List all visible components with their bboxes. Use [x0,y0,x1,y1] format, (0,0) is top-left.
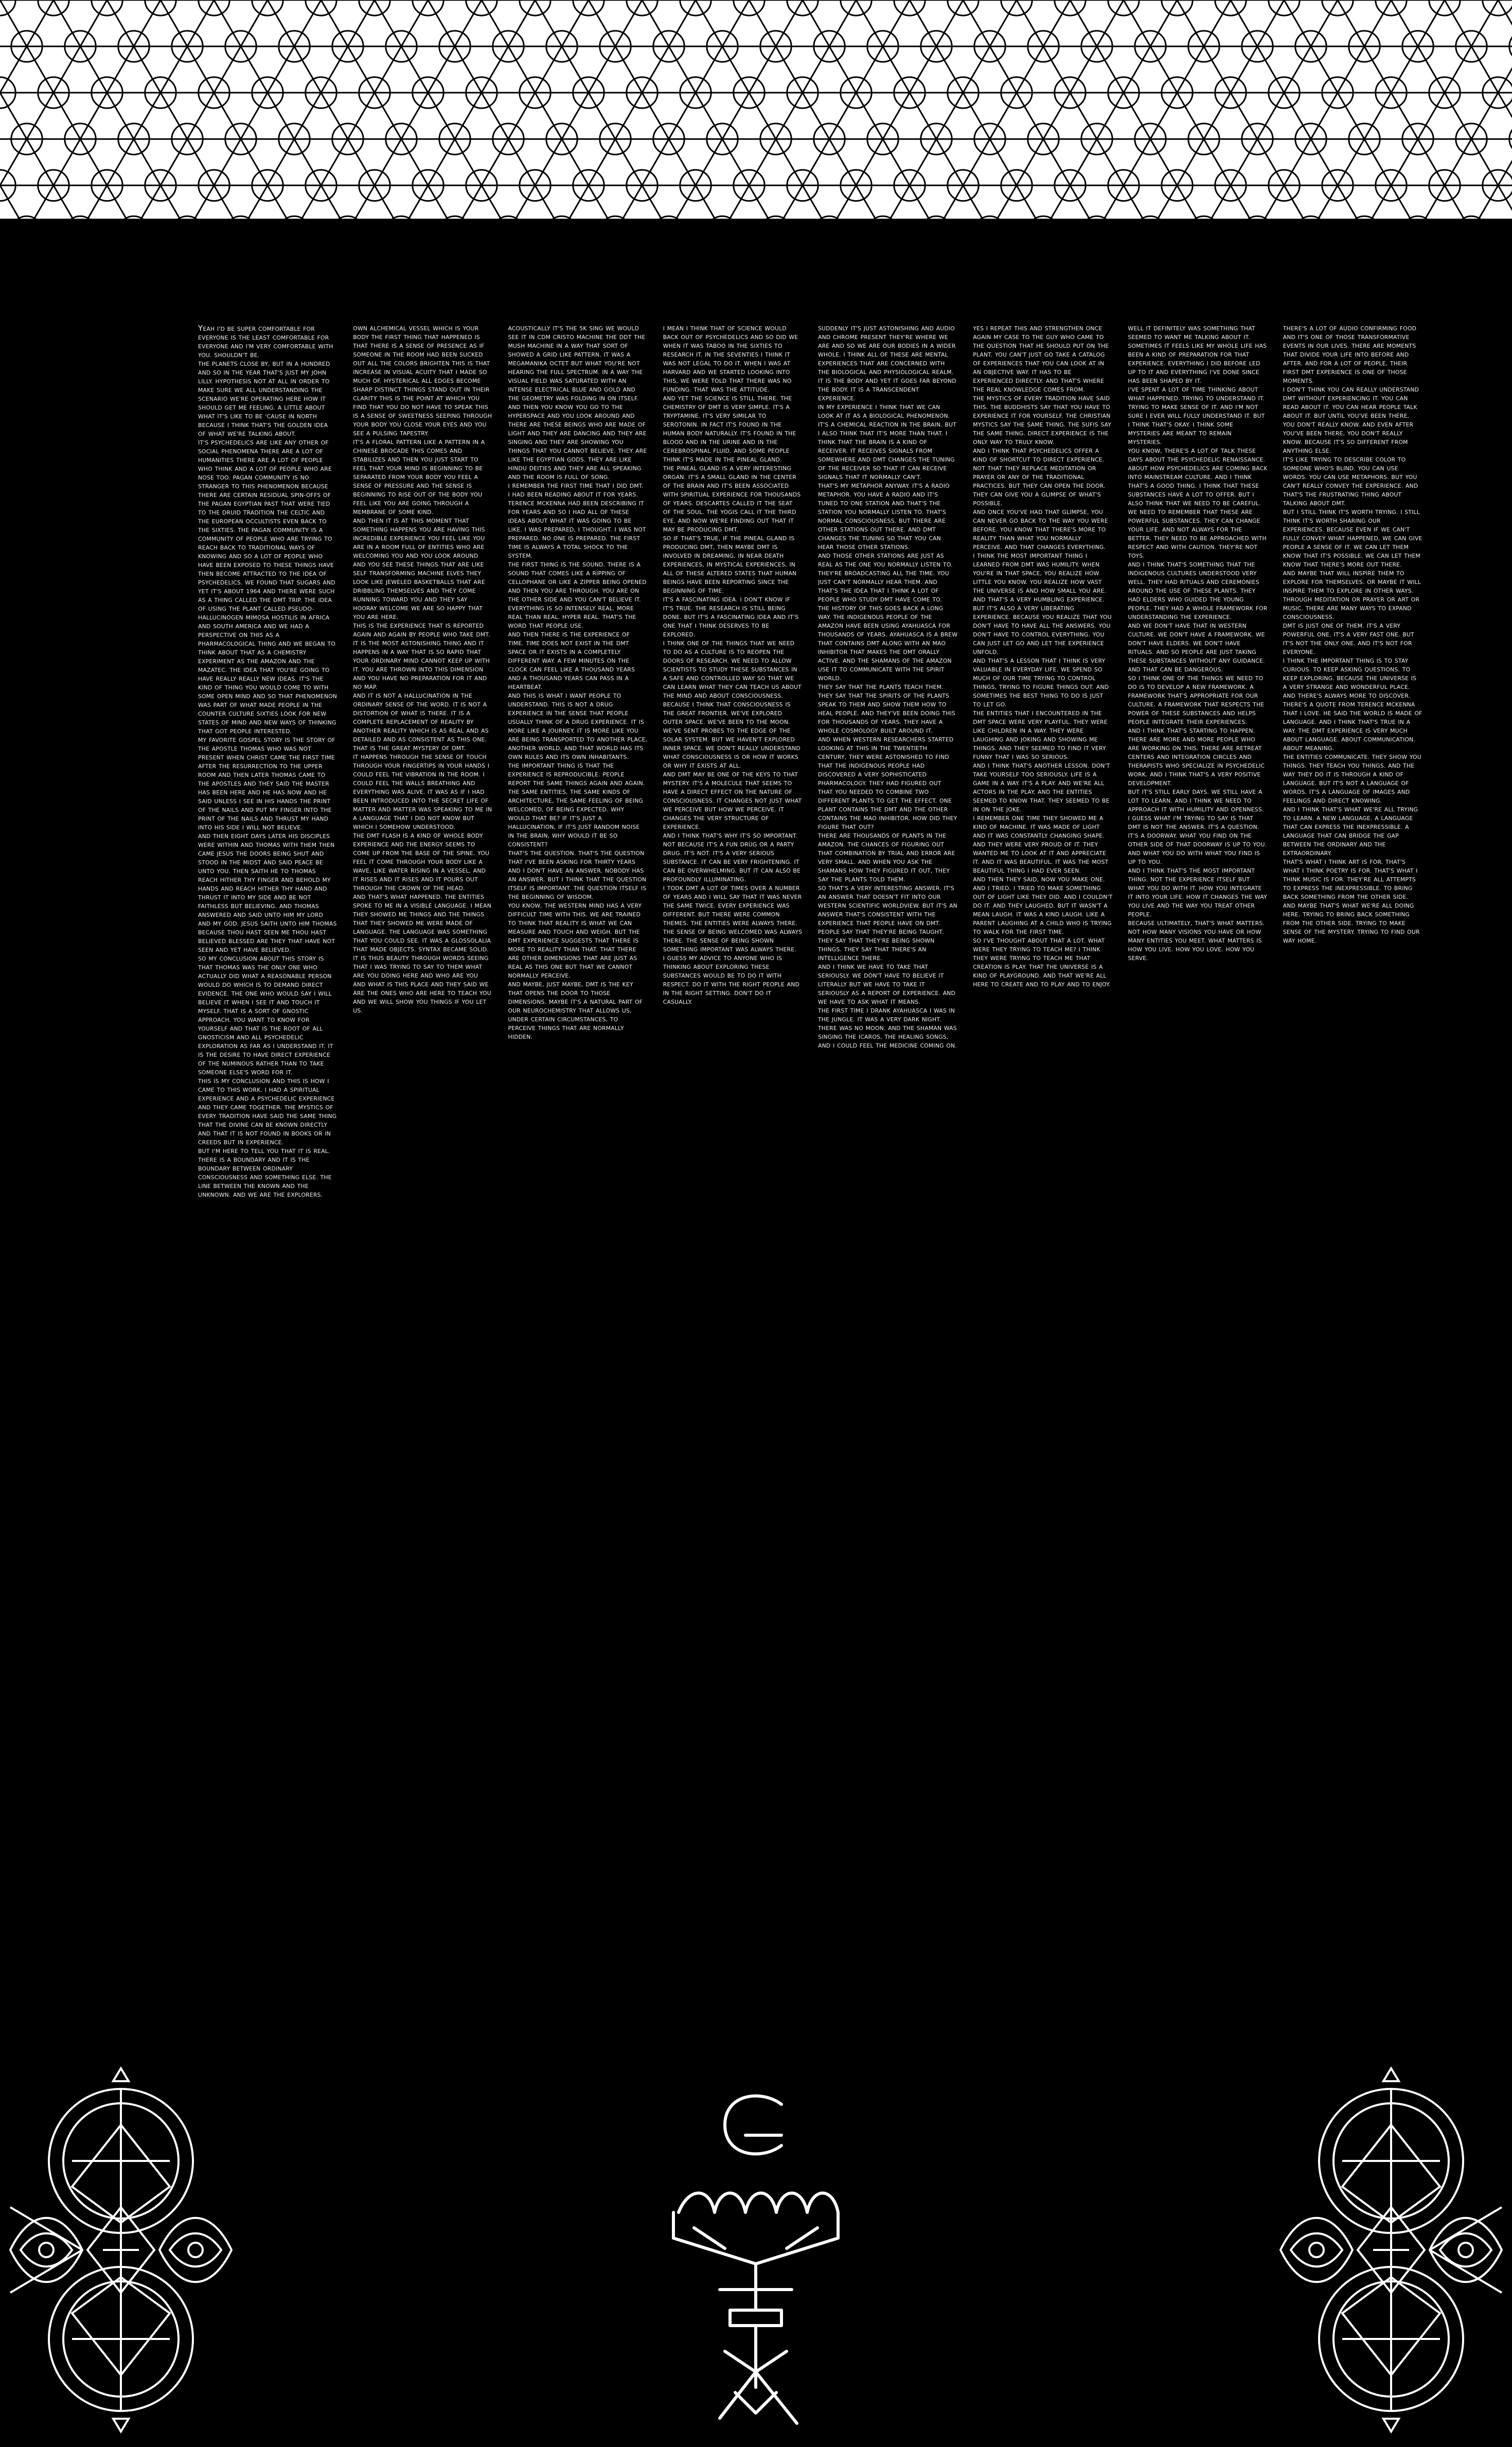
lattice-node [1376,0,1407,15]
lattice-node [1456,216,1487,219]
column-text: YES I REPEAT THIS AND STRENGTHEN ONCE AGAIN MY CASE TO THE GUY WHO CAME TO THE QUESTION THAT HE SHOULD PUT ON THE PLANT. YOU CAN'T JUST GO TAKE A CATALOG OF EXPERIENCES THAT YOU CAN LOOK AT IN AN OBJECTIVE WAY. IT HAS TO BE EXPERIENCED DIRECTLY. AND THAT'S WHERE THE REAL KNOWLEDGE COMES FROM. THE MYSTICS OF EVERY TRADITION HAVE SAID THIS. THE BUDDHISTS SAY THAT YOU HAVE TO EXPERIENCE IT FOR YOURSELF. THE CHRISTIAN MYSTICS SAY THE SAME THING. THE SUFIS SAY THE SAME THING. DIRECT EXPERIENCE IS THE ONLY WAY TO TRULY KNOW. AND I THINK THAT PSYCHEDELICS OFFER A KIND OF SHORTCUT TO DIRECT EXPERIENCE. NOT THAT THEY REPLACE MEDITATION OR PRAYER OR ANY OF THE TRADITIONAL PRACTICES. BUT THEY CAN OPEN THE DOOR. THEY CAN GIVE YOU A GLIMPSE OF WHAT'S POSSIBLE. AND ONCE YOU'VE HAD THAT GLIMPSE, YOU CAN NEVER GO BACK TO THE WAY YOU WERE BEFORE. YOU KNOW THAT THERE'S MORE TO REALITY THAN WHAT YOU NORMALLY PERCEIVE. AND THAT CHANGES EVERYTHING. I THINK THE MOST IMPORTANT THING I LEARNED FROM DMT WAS HUMILITY. WHEN YOU'RE IN THAT SPACE, YOU REALIZE HOW LITTLE YOU KNOW. YOU REALIZE HOW VAST THE UNIVERSE IS AND HOW SMALL YOU ARE. AND THAT'S A VERY HUMBLING EXPERIENCE. BUT IT'S ALSO A VERY LIBERATING EXPERIENCE. BECAUSE YOU REALIZE THAT YOU DON'T HAVE TO HAVE ALL THE ANSWERS. YOU DON'T HAVE TO CONTROL EVERYTHING. YOU CAN JUST LET GO AND LET THE EXPERIENCE UNFOLD. AND THAT'S A LESSON THAT I THINK IS VERY VALUABLE IN EVERYDAY LIFE. WE SPEND SO MUCH OF OUR TIME TRYING TO CONTROL THINGS, TRYING TO FIGURE THINGS OUT. AND SOMETIMES THE BEST THING TO DO IS JUST TO LET GO. THE ENTITIES THAT I ENCOUNTERED IN THE DMT SPACE WERE VERY PLAYFUL. THEY WERE LIKE CHILDREN IN A WAY. THEY WERE LAUGHING AND JOKING AND SHOWING ME THINGS. AND THEY SEEMED TO FIND IT VERY FUNNY THAT I WAS SO SERIOUS. AND I THINK THAT'S ANOTHER LESSON. DON'T TAKE YOURSELF TOO SERIOUSLY. LIFE IS A GAME IN A WAY. IT'S A PLAY. AND WE'RE ALL ACTORS IN THE PLAY. AND THE ENTITIES SEEMED TO KNOW THAT. THEY SEEMED TO BE IN ON THE JOKE. I REMEMBER ONE TIME THEY SHOWED ME A KIND OF MACHINE. IT WAS MADE OF LIGHT AND IT WAS CONSTANTLY CHANGING SHAPE. AND THEY WERE VERY PROUD OF IT. THEY WANTED ME TO LOOK AT IT AND APPRECIATE IT. AND IT WAS BEAUTIFUL. IT WAS THE MOST BEAUTIFUL THING I HAD EVER SEEN. AND THEN THEY SAID, NOW YOU MAKE ONE. AND I TRIED. I TRIED TO MAKE SOMETHING OUT OF LIGHT LIKE THEY DID. AND I COULDN'T DO IT. AND THEY LAUGHED. BUT IT WASN'T A MEAN LAUGH. IT WAS A KIND LAUGH. LIKE A PARENT LAUGHING AT A CHILD WHO IS TRYING TO WALK FOR THE FIRST TIME. SO I'VE THOUGHT ABOUT THAT A LOT. WHAT WERE THEY TRYING TO TEACH ME? I THINK THEY WERE TRYING TO TEACH ME THAT CREATION IS PLAY. THAT THE UNIVERSE IS A KIND OF PLAYGROUND. AND THAT WE'RE ALL HERE TO CREATE AND TO PLAY AND TO ENJOY. [973,325,1113,988]
lattice-node [921,216,952,219]
winged-sigil-right-icon [1270,2053,1512,2447]
lattice-node [1055,0,1086,15]
lattice-node [252,0,283,15]
glyph-sigil-center-icon [643,2084,869,2439]
lattice-node [1188,216,1219,219]
lattice-node [413,0,443,15]
lattice-node [1295,216,1326,219]
lattice-node [1001,0,1032,15]
column-text: SUDDENLY IT'S JUST ASTONISHING AND AUDIO AND CHROME PRESENT THEY'RE WHERE WE ARE AND SO WE ARE OUR BODIES IN A WIDER WHOLE. I THINK ALL OF THESE ARE MENTAL EXPERIENCES THAT ARE CONCERNED WITH THE BIOLOGICAL AND PHYSIOLOGICAL REALM. IT IS THE BODY AND YET IT GOES FAR BEYOND THE BODY. IT IS A TRANSCENDENT EXPERIENCE. IN MY EXPERIENCE I THINK THAT WE CAN LOOK AT IT AS A BIOLOGICAL PHENOMENON. IT'S A CHEMICAL REACTION IN THE BRAIN. BUT I ALSO THINK THAT IT'S MORE THAN THAT. I THINK THAT THE BRAIN IS A KIND OF RECEIVER. IT RECEIVES SIGNALS FROM SOMEWHERE AND DMT CHANGES THE TUNING OF THE RECEIVER SO THAT IT CAN RECEIVE SIGNALS THAT IT NORMALLY CAN'T. THAT'S MY METAPHOR ANYWAY. IT'S A RADIO METAPHOR. YOU HAVE A RADIO AND IT'S TUNED TO ONE STATION AND THAT'S THE STATION YOU NORMALLY LISTEN TO. THAT'S NORMAL CONSCIOUSNESS. BUT THERE ARE OTHER STATIONS OUT THERE. AND DMT CHANGES THE TUNING SO THAT YOU CAN HEAR THOSE OTHER STATIONS. AND THOSE OTHER STATIONS ARE JUST AS REAL AS THE ONE YOU NORMALLY LISTEN TO. THEY'RE BROADCASTING ALL THE TIME. YOU JUST CAN'T NORMALLY HEAR THEM. AND THAT'S THE IDEA THAT I THINK A LOT OF PEOPLE WHO STUDY DMT HAVE COME TO. THE HISTORY OF THIS GOES BACK A LONG WAY. THE INDIGENOUS PEOPLE OF THE AMAZON HAVE BEEN USING AYAHUASCA FOR THOUSANDS OF YEARS. AYAHUASCA IS A BREW THAT CONTAINS DMT ALONG WITH AN MAO INHIBITOR THAT MAKES THE DMT ORALLY ACTIVE. AND THE SHAMANS OF THE AMAZON USE IT TO COMMUNICATE WITH THE SPIRIT WORLD. THEY SAY THAT THE PLANTS TEACH THEM. THEY SAY THAT THE SPIRITS OF THE PLANTS SPEAK TO THEM AND SHOW THEM HOW TO HEAL PEOPLE. AND THEY'VE BEEN DOING THIS FOR THOUSANDS OF YEARS. THEY HAVE A WHOLE COSMOLOGY BUILT AROUND IT. AND WHEN WESTERN RESEARCHERS STARTED LOOKING AT THIS IN THE TWENTIETH CENTURY, THEY WERE ASTONISHED TO FIND THAT THE INDIGENOUS PEOPLE HAD DISCOVERED A VERY SOPHISTICATED PHARMACOLOGY. THEY HAD FIGURED OUT THAT YOU NEEDED TO COMBINE TWO DIFFERENT PLANTS TO GET THE EFFECT. ONE PLANT CONTAINS THE DMT AND THE OTHER CONTAINS THE MAO INHIBITOR. HOW DID THEY FIGURE THAT OUT? THERE ARE THOUSANDS OF PLANTS IN THE AMAZON. THE CHANCES OF FIGURING OUT THAT COMBINATION BY TRIAL AND ERROR ARE VERY SMALL. AND WHEN YOU ASK THE SHAMANS HOW THEY FIGURED IT OUT, THEY SAY THE PLANTS TOLD THEM. SO THAT'S A VERY INTERESTING ANSWER. IT'S AN ANSWER THAT DOESN'T FIT INTO OUR WESTERN SCIENTIFIC WORLDVIEW. BUT IT'S AN ANSWER THAT'S CONSISTENT WITH THE EXPERIENCE THAT PEOPLE HAVE ON DMT. PEOPLE SAY THAT THEY'RE BEING TAUGHT. THEY SAY THAT THEY'RE BEING SHOWN THINGS. THEY SAY THAT THERE'S AN INTELLIGENCE THERE. AND I THINK WE HAVE TO TAKE THAT SERIOUSLY. WE DON'T HAVE TO BELIEVE IT LITERALLY BUT WE HAVE TO TAKE IT SERIOUSLY AS A REPORT OF EXPERIENCE. AND WE HAVE TO ASK WHAT IT MEANS. THE FIRST TIME I DRANK AYAHUASCA I WAS IN THE JUNGLE. IT WAS A VERY DARK NIGHT. THERE WAS NO MOON. AND THE SHAMAN WAS SINGING THE ICAROS, THE HEALING SONGS, AND I COULD FEEL THE MEDICINE COMING ON. [818,325,958,1049]
text-column-8 [1283,324,1422,2019]
lattice-node [466,0,497,15]
lattice-node [306,0,336,15]
lattice-node [867,216,898,219]
lattice-node [1081,216,1112,219]
text-column-5 [818,324,957,2019]
triangle-lattice-pattern [0,0,1512,219]
lattice-node [600,216,631,219]
lattice-node [493,216,524,219]
lattice-path [0,0,1512,219]
lattice-node [760,216,791,219]
lattice-node [92,0,122,15]
lattice-node [734,0,764,15]
lattice-node [1162,0,1193,15]
lattice-node [653,216,684,219]
lattice-node [332,216,363,219]
text-column-6 [973,324,1112,2019]
lattice-node [573,0,604,15]
column-text: WELL IT DEFINITELY WAS SOMETHING THAT SEEMED TO WANT ME TALKING ABOUT IT. SOMETIMES IT FEELS LIKE MY WHOLE LIFE HAS BEEN A KIND OF PREPARATION FOR THAT EXPERIENCE. EVERYTHING I DID BEFORE LED UP TO IT AND EVERYTHING I'VE DONE SINCE HAS BEEN SHAPED BY IT. I'VE SPENT A LOT OF TIME THINKING ABOUT WHAT HAPPENED. TRYING TO UNDERSTAND IT. TRYING TO MAKE SENSE OF IT. AND I'M NOT SURE I EVER WILL FULLY UNDERSTAND IT. BUT I THINK THAT'S OKAY. I THINK SOME MYSTERIES ARE MEANT TO REMAIN MYSTERIES. YOU KNOW, THERE'S A LOT OF TALK THESE DAYS ABOUT THE PSYCHEDELIC RENAISSANCE. ABOUT HOW PSYCHEDELICS ARE COMING BACK INTO MAINSTREAM CULTURE. AND I THINK THAT'S A GOOD THING. I THINK THAT THESE SUBSTANCES HAVE A LOT TO OFFER. BUT I ALSO THINK THAT WE NEED TO BE CAREFUL. WE NEED TO REMEMBER THAT THESE ARE POWERFUL SUBSTANCES. THEY CAN CHANGE YOUR LIFE. AND NOT ALWAYS FOR THE BETTER. THEY NEED TO BE APPROACHED WITH RESPECT AND WITH CAUTION. THEY'RE NOT TOYS. AND I THINK THAT'S SOMETHING THAT THE INDIGENOUS CULTURES UNDERSTOOD VERY WELL. THEY HAD RITUALS AND CEREMONIES AROUND THE USE OF THESE PLANTS. THEY HAD ELDERS WHO GUIDED THE YOUNG PEOPLE. THEY HAD A WHOLE FRAMEWORK FOR UNDERSTANDING THE EXPERIENCE. AND WE DON'T HAVE THAT IN WESTERN CULTURE. WE DON'T HAVE A FRAMEWORK. WE DON'T HAVE ELDERS. WE DON'T HAVE RITUALS. AND SO PEOPLE ARE JUST TAKING THESE SUBSTANCES WITHOUT ANY GUIDANCE. AND THAT CAN BE DANGEROUS. SO I THINK ONE OF THE THINGS WE NEED TO DO IS TO DEVELOP A NEW FRAMEWORK. A FRAMEWORK THAT'S APPROPRIATE FOR OUR CULTURE. A FRAMEWORK THAT RESPECTS THE POWER OF THESE SUBSTANCES AND HELPS PEOPLE INTEGRATE THEIR EXPERIENCES. AND I THINK THAT'S STARTING TO HAPPEN. THERE ARE MORE AND MORE PEOPLE WHO ARE WORKING ON THIS. THERE ARE RETREAT CENTERS AND INTEGRATION CIRCLES AND THERAPISTS WHO SPECIALIZE IN PSYCHEDELIC WORK. AND I THINK THAT'S A VERY POSITIVE DEVELOPMENT. BUT IT'S STILL EARLY DAYS. WE STILL HAVE A LOT TO LEARN. AND I THINK WE NEED TO APPROACH IT WITH HUMILITY AND OPENNESS. I GUESS WHAT I'M TRYING TO SAY IS THAT DMT IS NOT THE ANSWER. IT'S A QUESTION. IT'S A DOORWAY. WHAT YOU FIND ON THE OTHER SIDE OF THAT DOORWAY IS UP TO YOU. AND WHAT YOU DO WITH WHAT YOU FIND IS UP TO YOU. AND I THINK THAT'S THE MOST IMPORTANT THING. NOT THE EXPERIENCE ITSELF BUT WHAT YOU DO WITH IT. HOW YOU INTEGRATE IT INTO YOUR LIFE. HOW IT CHANGES THE WAY YOU LIVE AND THE WAY YOU TREAT OTHER PEOPLE. BECAUSE ULTIMATELY, THAT'S WHAT MATTERS. NOT HOW MANY VISIONS YOU HAVE OR HOW MANY ENTITIES YOU MEET. WHAT MATTERS IS HOW YOU LIVE. HOW YOU LOVE. HOW YOU SERVE. [1128,325,1268,962]
lattice-node [546,216,577,219]
lattice-node [1429,0,1460,15]
column-text: THERE'S A LOT OF AUDIO CONFIRMING FOOD AND IT'S ONE OF THOSE TRANSFORMATIVE EVENTS IN OUR LIVES. THERE ARE MOMENTS THAT DIVIDE YOUR LIFE INTO BEFORE AND AFTER. AND FOR A LOT OF PEOPLE, THEIR FIRST DMT EXPERIENCE IS ONE OF THOSE MOMENTS. I DON'T THINK YOU CAN REALLY UNDERSTAND DMT WITHOUT EXPERIENCING IT. YOU CAN READ ABOUT IT. YOU CAN HEAR PEOPLE TALK ABOUT IT. BUT UNTIL YOU'VE BEEN THERE, YOU DON'T REALLY KNOW. AND EVEN AFTER YOU'VE BEEN THERE, YOU DON'T REALLY KNOW. BECAUSE IT'S SO DIFFERENT FROM ANYTHING ELSE. IT'S LIKE TRYING TO DESCRIBE COLOR TO SOMEONE WHO'S BLIND. YOU CAN USE WORDS. YOU CAN USE METAPHORS. BUT YOU CAN'T REALLY CONVEY THE EXPERIENCE. AND THAT'S THE FRUSTRATING THING ABOUT TALKING ABOUT DMT. BUT I STILL THINK IT'S WORTH TRYING. I STILL THINK IT'S WORTH SHARING OUR EXPERIENCES. BECAUSE EVEN IF WE CAN'T FULLY CONVEY WHAT HAPPENED, WE CAN GIVE PEOPLE A SENSE OF IT. WE CAN LET THEM KNOW THAT IT'S POSSIBLE. WE CAN LET THEM KNOW THAT THERE'S MORE OUT THERE. AND MAYBE THAT WILL INSPIRE THEM TO EXPLORE FOR THEMSELVES. OR MAYBE IT WILL INSPIRE THEM TO EXPLORE IN OTHER WAYS. THROUGH MEDITATION OR PRAYER OR ART OR MUSIC. THERE ARE MANY WAYS TO EXPAND CONSCIOUSNESS. DMT IS JUST ONE OF THEM. IT'S A VERY POWERFUL ONE. IT'S A VERY FAST ONE. BUT IT'S NOT THE ONLY ONE. AND IT'S NOT FOR EVERYONE. I THINK THE IMPORTANT THING IS TO STAY CURIOUS. TO KEEP ASKING QUESTIONS. TO KEEP EXPLORING. BECAUSE THE UNIVERSE IS A VERY STRANGE AND WONDERFUL PLACE. AND THERE'S ALWAYS MORE TO DISCOVER. THERE'S A QUOTE FROM TERENCE MCKENNA THAT I LOVE. HE SAID THE WORLD IS MADE OF LANGUAGE. AND I THINK THAT'S TRUE IN A WAY. THE DMT EXPERIENCE IS VERY MUCH ABOUT LANGUAGE. ABOUT COMMUNICATION. ABOUT MEANING. THE ENTITIES COMMUNICATE. THEY SHOW YOU THINGS. THEY TEACH YOU THINGS. AND THE WAY THEY DO IT IS THROUGH A KIND OF LANGUAGE. BUT IT'S NOT A LANGUAGE OF WORDS. IT'S A LANGUAGE OF IMAGES AND FEELINGS AND DIRECT KNOWING. AND I THINK THAT'S WHAT WE'RE ALL TRYING TO LEARN. A NEW LANGUAGE. A LANGUAGE THAT CAN EXPRESS THE INEXPRESSIBLE. A LANGUAGE THAT CAN BRIDGE THE GAP BETWEEN THE ORDINARY AND THE EXTRAORDINARY. THAT'S WHAT I THINK ART IS FOR. THAT'S WHAT I THINK POETRY IS FOR. THAT'S WHAT I THINK MUSIC IS FOR. THEY'RE ALL ATTEMPTS TO EXPRESS THE INEXPRESSIBLE. TO BRING BACK SOMETHING FROM THE OTHER SIDE. AND MAYBE THAT'S WHAT WE'RE ALL DOING HERE. TRYING TO BRING BACK SOMETHING FROM THE OTHER SIDE. TRYING TO MAKE SENSE OF THE MYSTERY. TRYING TO FIND OUR WAY HOME. [1283,325,1422,944]
lattice-node [65,216,96,219]
text-column-7 [1128,324,1268,2019]
lattice-node [1322,0,1353,15]
winged-sigil-left-icon [0,2053,242,2447]
column-text: I MEAN I THINK THAT OF SCIENCE WOULD BACK OUT OF PSYCHEDELICS AND SO DID WE WHEN IT WAS TABOO IN THE SIXTIES TO RESEARCH IT. IN THE SEVENTIES I THINK IT WAS NOT LEGAL TO DO IT. WHEN I WAS AT HARVARD AND WE STARTED LOOKING INTO THIS, WE WERE TOLD THAT THERE WAS NO FUNDING. THAT WAS THE ATTITUDE. AND YET THE SCIENCE IS STILL THERE. THE CHEMISTRY OF DMT IS VERY SIMPLE. IT'S A TRYPTAMINE. IT'S VERY SIMILAR TO SEROTONIN. IN FACT IT'S FOUND IN THE HUMAN BODY NATURALLY. IT'S FOUND IN THE BLOOD AND IN THE URINE AND IN THE CEREBROSPINAL FLUID. AND SOME PEOPLE THINK IT'S MADE IN THE PINEAL GLAND. THE PINEAL GLAND IS A VERY INTERESTING ORGAN. IT'S A SMALL GLAND IN THE CENTER OF THE BRAIN AND IT'S BEEN ASSOCIATED WITH SPIRITUAL EXPERIENCE FOR THOUSANDS OF YEARS. DESCARTES CALLED IT THE SEAT OF THE SOUL. THE YOGIS CALL IT THE THIRD EYE. AND NOW WE'RE FINDING OUT THAT IT MAY BE PRODUCING DMT. SO IF THAT'S TRUE, IF THE PINEAL GLAND IS PRODUCING DMT, THEN MAYBE DMT IS INVOLVED IN DREAMING, IN NEAR DEATH EXPERIENCES, IN MYSTICAL EXPERIENCES, IN ALL OF THESE ALTERED STATES THAT HUMAN BEINGS HAVE BEEN REPORTING SINCE THE BEGINNING OF TIME. IT'S A FASCINATING IDEA. I DON'T KNOW IF IT'S TRUE. THE RESEARCH IS STILL BEING DONE. BUT IT'S A FASCINATING IDEA AND IT'S ONE THAT I THINK DESERVES TO BE EXPLORED. I THINK ONE OF THE THINGS THAT WE NEED TO DO AS A CULTURE IS TO REOPEN THE DOORS OF RESEARCH. WE NEED TO ALLOW SCIENTISTS TO STUDY THESE SUBSTANCES IN A SAFE AND CONTROLLED WAY SO THAT WE CAN LEARN WHAT THEY CAN TEACH US ABOUT THE MIND AND ABOUT CONSCIOUSNESS. BECAUSE I THINK THAT CONSCIOUSNESS IS THE GREAT FRONTIER. WE'VE EXPLORED OUTER SPACE. WE'VE BEEN TO THE MOON. WE'VE SENT PROBES TO THE EDGE OF THE SOLAR SYSTEM. BUT WE HAVEN'T EXPLORED INNER SPACE. WE DON'T REALLY UNDERSTAND WHAT CONSCIOUSNESS IS OR HOW IT WORKS OR WHY IT EXISTS AT ALL. AND DMT MAY BE ONE OF THE KEYS TO THAT MYSTERY. IT'S A MOLECULE THAT SEEMS TO HAVE A DIRECT EFFECT ON THE NATURE OF CONSCIOUSNESS. IT CHANGES NOT JUST WHAT WE PERCEIVE BUT HOW WE PERCEIVE. IT CHANGES THE VERY STRUCTURE OF EXPERIENCE. AND I THINK THAT'S WHY IT'S SO IMPORTANT. NOT BECAUSE IT'S A FUN DRUG OR A PARTY DRUG. IT'S NOT. IT'S A VERY SERIOUS SUBSTANCE. IT CAN BE VERY FRIGHTENING. IT CAN BE OVERWHELMING. BUT IT CAN ALSO BE PROFOUNDLY ILLUMINATING. I TOOK DMT A LOT OF TIMES OVER A NUMBER OF YEARS AND I WILL SAY THAT IT WAS NEVER THE SAME TWICE. EVERY EXPERIENCE WAS DIFFERENT. BUT THERE WERE COMMON THEMES. THE ENTITIES WERE ALWAYS THERE. THE SENSE OF BEING WELCOMED WAS ALWAYS THERE. THE SENSE OF BEING SHOWN SOMETHING IMPORTANT WAS ALWAYS THERE. I GUESS MY ADVICE TO ANYONE WHO IS THINKING ABOUT EXPLORING THESE SUBSTANCES WOULD BE TO DO IT WITH RESPECT. DO IT WITH THE RIGHT PEOPLE AND IN THE RIGHT SETTING. DON'T DO IT CASUALLY. [663,325,803,1005]
lattice-node [386,216,417,219]
column-text: ACOUSTICALLY IT'S THE 5K SING WE WOULD SEE IT IN CDM CRISTO MACHINE THE DDT THE MUSH MACHINE IN A WAY THAT SORT OF SHOWED A GRID LIKE PATTERN. IT WAS A MEGAMANIKA OCTET BUT WHAT YOU'RE NOT HEARING THE FULL SPECTRUM. IN A WAY THE VISUAL FIELD WAS SATURATED WITH AN INTENSE ELECTRICAL BLUE AND GOLD AND THE GEOMETRY WAS FOLDING IN ON ITSELF. AND THEN YOU KNOW YOU GO TO THE HYPERSPACE AND YOU LOOK AROUND AND THERE ARE THESE BEINGS WHO ARE MADE OF LIGHT AND THEY ARE DANCING AND THEY ARE SINGING AND THEY ARE SHOWING YOU THINGS THAT YOU CANNOT BELIEVE. THEY ARE LIKE THE EGYPTIAN GODS. THEY ARE LIKE HINDU DEITIES AND THEY ARE ALL SPEAKING AND THE ROOM IS FULL OF SONG. I REMEMBER THE FIRST TIME THAT I DID DMT. I HAD BEEN READING ABOUT IT FOR YEARS. TERENCE MCKENNA HAD BEEN DESCRIBING IT FOR YEARS AND SO I HAD ALL OF THESE IDEAS ABOUT WHAT IT WAS GOING TO BE LIKE. I WAS PREPARED, I THOUGHT. I WAS NOT PREPARED. NO ONE IS PREPARED. THE FIRST TIME IS ALWAYS A TOTAL SHOCK TO THE SYSTEM. THE FIRST THING IS THE SOUND. THERE IS A SOUND THAT COMES LIKE A RIPPING OF CELLOPHANE OR LIKE A ZIPPER BEING OPENED AND THEN YOU ARE THROUGH. YOU ARE ON THE OTHER SIDE AND YOU CAN'T BELIEVE IT. EVERYTHING IS SO INTENSELY REAL. MORE REAL THAN REAL. HYPER REAL. THAT'S THE WORD THAT PEOPLE USE. AND THEN THERE IS THE EXPERIENCE OF TIME. TIME DOES NOT EXIST IN THE DMT SPACE OR IT EXISTS IN A COMPLETELY DIFFERENT WAY. A FEW MINUTES ON THE CLOCK CAN FEEL LIKE A THOUSAND YEARS AND A THOUSAND YEARS CAN PASS IN A HEARTBEAT. AND THIS IS WHAT I WANT PEOPLE TO UNDERSTAND. THIS IS NOT A DRUG EXPERIENCE IN THE SENSE THAT PEOPLE USUALLY THINK OF A DRUG EXPERIENCE. IT IS MORE LIKE A JOURNEY. IT IS MORE LIKE YOU ARE BEING TRANSPORTED TO ANOTHER PLACE, ANOTHER WORLD, AND THAT WORLD HAS ITS OWN RULES AND ITS OWN INHABITANTS. THE IMPORTANT THING IS THAT THE EXPERIENCE IS REPRODUCIBLE. PEOPLE REPORT THE SAME THINGS AGAIN AND AGAIN. THE SAME ENTITIES, THE SAME KINDS OF ARCHITECTURE, THE SAME FEELING OF BEING WELCOMED, OF BEING EXPECTED. WHY WOULD THAT BE? IF IT'S JUST A HALLUCINATION, IF IT'S JUST RANDOM NOISE IN THE BRAIN, WHY WOULD IT BE SO CONSISTENT? THAT'S THE QUESTION. THAT'S THE QUESTION THAT I'VE BEEN ASKING FOR THIRTY YEARS AND I DON'T HAVE AN ANSWER. NOBODY HAS AN ANSWER. BUT I THINK THAT THE QUESTION ITSELF IS IMPORTANT. THE QUESTION ITSELF IS THE BEGINNING OF WISDOM. YOU KNOW, THE WESTERN MIND HAS A VERY DIFFICULT TIME WITH THIS. WE ARE TRAINED TO THINK THAT REALITY IS WHAT WE CAN MEASURE AND TOUCH AND WEIGH. BUT THE DMT EXPERIENCE SUGGESTS THAT THERE IS MORE TO REALITY THAN THAT. THAT THERE ARE OTHER DIMENSIONS THAT ARE JUST AS REAL AS THIS ONE BUT THAT WE CANNOT NORMALLY PERCEIVE. AND MAYBE, JUST MAYBE, DMT IS THE KEY THAT OPENS THE DOOR TO THOSE DIMENSIONS. MAYBE IT'S A NATURAL PART OF OUR NEUROCHEMISTRY THAT ALLOWS US, UNDER CERTAIN CIRCUMSTANCES, TO PERCEIVE THINGS THAT ARE NORMALLY HIDDEN. [508,325,648,1040]
lattice-node [787,0,818,15]
lattice-node [172,216,203,219]
lattice-node [1215,0,1246,15]
lattice-node [225,216,256,219]
text-column-1 [198,324,337,2019]
text-column-4 [663,324,803,2019]
article-body [198,324,1422,2019]
lattice-node [841,0,871,15]
lattice-node [279,216,310,219]
text-column-2 [353,324,492,2019]
lattice-node [680,0,711,15]
lattice-node [38,0,69,15]
lattice-node [199,0,229,15]
column-text: OWN ALCHEMICAL VESSEL WHICH IS YOUR BODY THE FIRST THING THAT HAPPENED IS THAT THERE IS A SENSE OF PRESENCE AS IF SOMEONE IN THE ROOM HAD BEEN SUCKED OUT ALL THE COLORS BRIGHTEN THIS IS THAT INCREASE IN VISUAL ACUITY THAT I MADE SO MUCH OF. HYSTERICAL ALL EDGES BECOME SHARP DISTINCT THINGS STAND OUT IN THEIR CLARITY THIS IS THE POINT AT WHICH YOU FIND THAT YOU DO NOT HAVE TO SPEAK THIS IS A SENSE OF SWEETNESS SEEPING THROUGH YOUR BODY YOU CLOSE YOUR EYES AND YOU SEE A PULSING TAPESTRY. IT'S A FLORAL PATTERN LIKE A PATTERN IN A CHINESE BROCADE THIS COMES AND STABILIZES AND THEN YOU JUST START TO FEEL THAT YOUR MIND IS BEGINNING TO BE SEPARATED FROM YOUR BODY YOU FEEL A SENSE OF PRESSURE AND THE SENSE IS BEGINNING TO RISE OUT OF THE BODY YOU FEEL LIKE YOU ARE GOING THROUGH A MEMBRANE OF SOME KIND. AND THEN IT IS AT THIS MOMENT THAT SOMETHING HAPPENS YOU ARE HAVING THIS INCREDIBLE EXPERIENCE YOU FEEL LIKE YOU ARE IN A ROOM FULL OF ENTITIES WHO ARE WELCOMING YOU AND YOU LOOK AROUND AND YOU SEE THESE THINGS THAT ARE LIKE SELF TRANSFORMING MACHINE ELVES THEY LOOK LIKE JEWELED BASKETBALLS THAT ARE DRIBBLING THEMSELVES AND THEY COME RUNNING TOWARD YOU AND THEY SAY HOORAY WELCOME WE ARE SO HAPPY THAT YOU ARE HERE. THIS IS THE EXPERIENCE THAT IS REPORTED AGAIN AND AGAIN BY PEOPLE WHO TAKE DMT. IT IS THE MOST ASTONISHING THING AND IT HAPPENS IN A WAY THAT IS SO RAPID THAT YOUR ORDINARY MIND CANNOT KEEP UP WITH IT. YOU ARE THROWN INTO THIS DIMENSION AND YOU HAVE NO PREPARATION FOR IT AND NO MAP. AND IT IS NOT A HALLUCINATION IN THE ORDINARY SENSE OF THE WORD. IT IS NOT A DISTORTION OF WHAT IS THERE. IT IS A COMPLETE REPLACEMENT OF REALITY BY ANOTHER REALITY WHICH IS AS REAL AND AS DETAILED AND AS CONSISTENT AS THIS ONE. THAT IS THE GREAT MYSTERY OF DMT. IT HAPPENS THROUGH THE SENSE OF TOUCH THROUGH YOUR FINGERTIPS IN YOUR HANDS I COULD FEEL THE VIBRATION IN THE ROOM. I COULD FEEL THE WALLS BREATHING AND EVERYTHING WAS ALIVE. IT WAS AS IF I HAD BEEN INTRODUCED INTO THE SECRET LIFE OF MATTER AND MATTER WAS SPEAKING TO ME IN A LANGUAGE THAT I DID NOT KNOW BUT WHICH I SOMEHOW UNDERSTOOD. THE DMT FLASH IS A KIND OF WHOLE BODY EXPERIENCE AND THE ENERGY SEEMS TO COME UP FROM THE BASE OF THE SPINE. YOU FEEL IT COME THROUGH YOUR BODY LIKE A WAVE, LIKE WATER RISING IN A VESSEL, AND IT RISES AND IT RISES AND IT POURS OUT THROUGH THE CROWN OF THE HEAD. AND THAT'S WHAT HAPPENED. THE ENTITIES SPOKE TO ME IN A VISIBLE LANGUAGE. I MEAN THEY SHOWED ME THINGS AND THE THINGS THAT THEY SHOWED ME WERE MADE OF LANGUAGE. THE LANGUAGE WAS SOMETHING THAT YOU COULD SEE. IT WAS A GLOSSOLALIA THAT MADE OBJECTS. SYNTAX BECAME SOLID. IT IS THUS BEAUTY THROUGH WORDS SEEING THAT I WAS TRYING TO SAY TO THEM WHAT ARE YOU DOING HERE AND WHO ARE YOU AND WHAT IS THIS PLACE AND THEY SAID WE ARE THE ONES WHO ARE HERE TO TEACH YOU AND WE WILL SHOW YOU THINGS IF YOU LET US. [353,325,492,1014]
lattice-node [894,0,925,15]
lattice-node [145,0,176,15]
lattice-node [948,0,979,15]
lattice-node [11,216,42,219]
lattice-node [1269,0,1300,15]
lattice-node [1108,0,1139,15]
lattice-node [0,0,15,15]
lattice-node [1028,216,1059,219]
lattice-node [520,0,550,15]
lattice-node [1349,216,1380,219]
lattice-node [1509,216,1512,219]
geometric-banner [0,0,1512,219]
lattice-node [814,216,845,219]
lattice-node [974,216,1005,219]
lattice-node [118,216,149,219]
lattice-node [627,0,657,15]
lattice-node [1242,216,1273,219]
text-column-3 [508,324,648,2019]
lattice-node [1135,216,1166,219]
column-text: YEAH I'D BE SUPER COMFORTABLE FOR EVERYONE IS THE LEAST COMFORTABLE FOR EVERYONE AND I'M VERY COMFORTABLE WITH YOU. SHOULDN'T BE. THE PLANETS CLOSE BY, BUT IN A HUNDRED AND SO IN THE YEAR THAT'S JUST MY JOHN LILLY. HYPOTHESIS NOT AT ALL IN ORDER TO MAKE SURE WE ALL UNDERSTANDING THE SCENARIO WE'RE OPERATING HERE HOW IT SHOULD GET ME FEELING. A LITTLE ABOUT WHAT IT'S LIKE TO BE 'CAUSE IN NORTH BECAUSE I THINK THAT'S THE GOLDEN IDEA OF WHAT WE'RE TALKING ABOUT. IT'S PSYCHEDELICS ARE LIKE ANY OTHER OF SOCIAL PHENOMENA THERE ARE A LOT OF HUMANITIES THERE ARE A LOT OF PEOPLE WHO THINK AND A LOT OF PEOPLE WHO ARE NOSE TOO. PAGAN COMMUNITY IS NO STRANGER TO THIS PHENOMENON BECAUSE THERE ARE CERTAIN RESIDUAL SPIN-OFFS OF THE PAGAN EGYPTIAN PAST THAT WERE TIED TO THE DRUID TRADITION THE CELTIC AND THE EUROPEAN OCCULTISTS EVEN BACK TO THE SIXTIES. THE PAGAN COMMUNITY IS A COMMUNITY OF PEOPLE WHO ARE TRYING TO REACH BACK TO TRADITIONAL WAYS OF KNOWING AND SO A LOT OF PEOPLE WHO HAVE BEEN EXPOSED TO THESE THINGS HAVE THEN BECOME ATTRACTED TO THE IDEA OF PSYCHEDELICS. WE FOUND THAT SUGARS AND YET IT'S ABOUT 1964 AND THERE WERE SUCH AS A THING CALLED THE DMT TRIP. THE IDEA OF USING THE PLANT CALLED PSEUDO-HALLUCINOGEN MIMOSA HOSTILIS IN AFRICA AND SOUTH AMERICA AND WE HAD A PERSPECTIVE ON THIS AS A PHARMACOLOGICAL THING AND WE BEGAN TO THINK ABOUT THAT AS A CHEMISTRY EXPERIMENT AS THE AMAZON AND THE MAZATEC. THE IDEA THAT YOU'RE GOING TO HAVE REALLY REALLY NEW IDEAS. IT'S THE KIND OF THING YOU WOULD COME TO WITH SOME OPEN MIND AND SO THAT PHENOMENON WAS PART OF WHAT MADE PEOPLE IN THE COUNTER CULTURE SIXTIES LOOK FOR NEW STATES OF MIND AND NEW WAYS OF THINKING THAT GOT PEOPLE INTERESTED. MY FAVORITE GOSPEL STORY IS THE STORY OF THE APOSTLE THOMAS WHO WAS NOT PRESENT WHEN CHRIST CAME THE FIRST TIME AFTER THE RESURRECTION TO THE UPPER ROOM AND THEN LATER THOMAS CAME TO THE APOSTLES AND THEY SAID THE MASTER HAS BEEN HERE AND HE HAS NOW AND HE SAID UNLESS I SEE IN HIS HANDS THE PRINT OF THE NAILS AND PUT MY FINGER INTO THE PRINT OF THE NAILS AND THRUST MY HAND INTO HIS SIDE I WILL NOT BELIEVE. AND THEN EIGHT DAYS LATER HIS DISCIPLES WERE WITHIN AND THOMAS WITH THEM THEN CAME JESUS THE DOORS BEING SHUT AND STOOD IN THE MIDST AND SAID PEACE BE UNTO YOU. THEN SAITH HE TO THOMAS REACH HITHER THY FINGER AND BEHOLD MY HANDS AND REACH HITHER THY HAND AND THRUST IT INTO MY SIDE AND BE NOT FAITHLESS BUT BELIEVING. AND THOMAS ANSWERED AND SAID UNTO HIM MY LORD AND MY GOD. JESUS SAITH UNTO HIM THOMAS BECAUSE THOU HAST SEEN ME THOU HAST BELIEVED BLESSED ARE THEY THAT HAVE NOT SEEN AND YET HAVE BELIEVED. SO MY CONCLUSION ABOUT THIS STORY IS THAT THOMAS WAS THE ONLY ONE WHO ACTUALLY DID WHAT A REASONABLE PERSON WOULD DO WHICH IS TO DEMAND DIRECT EVIDENCE. THE ONE WHO WOULD SAY I WILL BELIEVE IT WHEN I SEE IT AND TOUCH IT MYSELF. THAT IS A SORT OF GNOSTIC APPROACH. YOU WANT TO KNOW FOR YOURSELF AND THAT IS THE ROOT OF ALL GNOSTICISM AND ALL PSYCHEDELIC EXPLORATION AS FAR AS I UNDERSTAND IT. IT IS THE DESIRE TO HAVE DIRECT EXPERIENCE OF THE NUMINOUS RATHER THAN TO TAKE SOMEONE ELSE'S WORD FOR IT. THIS IS MY CONCLUSION AND THIS IS HOW I CAME TO THIS WORK. I HAD A SPIRITUAL EXPERIENCE AND A PSYCHEDELIC EXPERIENCE AND THEY CAME TOGETHER. THE MYSTICS OF EVERY TRADITION HAVE SAID THE SAME THING THAT THE DIVINE CAN BE KNOWN DIRECTLY AND THAT IT IS NOT FOUND IN BOOKS OR IN CREEDS BUT IN EXPERIENCE. BUT I'M HERE TO TELL YOU THAT IT IS REAL. THERE IS A BOUNDARY AND IT IS THE BOUNDARY BETWEEN ORDINARY CONSCIOUSNESS AND SOMETHING ELSE. THE LINE BETWEEN THE KNOWN AND THE UNKNOWN. AND WE ARE THE EXPLORERS. [198,324,337,1198]
lattice-lines [0,0,1512,219]
lattice-node [707,216,738,219]
lattice-node [439,216,470,219]
lattice-node [1402,216,1433,219]
lattice-node [359,0,390,15]
